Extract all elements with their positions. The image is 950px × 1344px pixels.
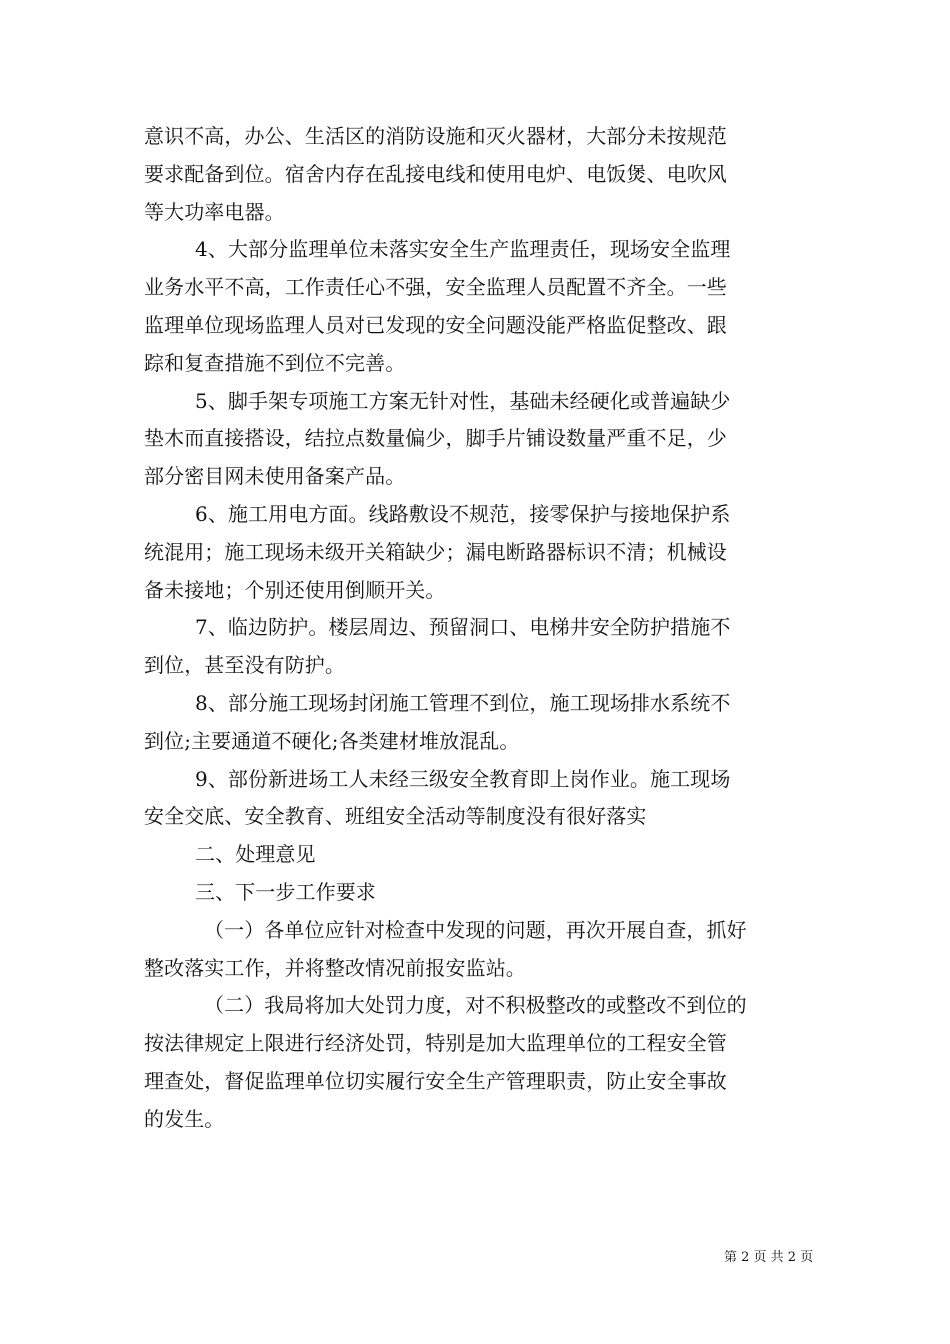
page-number-footer: 第 2 页 共 2 页: [724, 1250, 814, 1265]
section-heading-3: 三、下一步工作要求: [195, 879, 376, 904]
body-line: 要求配备到位。宿舍内存在乱接电线和使用电炉、电饭煲、电吹风: [144, 161, 727, 186]
body-line: 按法律规定上限进行经济处罚，特别是加大监理单位的工程安全管: [144, 1031, 727, 1056]
item-8-line: 8、部分施工现场封闭施工管理不到位，施工现场排水系统不: [195, 690, 731, 715]
body-line: 意识不高，办公、生活区的消防设施和灭火器材，大部分未按规范: [144, 124, 727, 148]
body-line: 的发生。: [144, 1106, 225, 1131]
body-line: 等大功率电器。: [144, 199, 285, 224]
item-6-line: 6、施工用电方面。线路敷设不规范，接零保护与接地保护系: [195, 501, 731, 526]
item-7-line: 7、临边防护。楼层周边、预留洞口、电梯井安全防护措施不: [195, 615, 731, 640]
body-line: 业务水平不高，工作责任心不强，安全监理人员配置不齐全。一些: [144, 275, 727, 300]
body-line: 统混用；施工现场未级开关箱缺少；漏电断路器标识不清；机械设: [144, 539, 727, 564]
body-line: 到位，甚至没有防护。: [144, 653, 345, 678]
body-line: 部分密目网未使用备案产品。: [144, 464, 406, 489]
body-line: 监理单位现场监理人员对已发现的安全问题没能严格监促整改、跟: [144, 312, 727, 337]
body-line: 理查处，督促监理单位切实履行安全生产管理职责，防止安全事故: [144, 1068, 727, 1093]
item-4-line: 4、大部分监理单位未落实安全生产监理责任，现场安全监理: [195, 237, 731, 262]
body-line: 垫木而直接搭设，结拉点数量偏少，脚手片铺设数量严重不足，少: [144, 426, 727, 451]
item-5-line: 5、脚手架专项施工方案无针对性，基础未经硬化或普遍缺少: [195, 388, 731, 413]
document-body: [144, 118, 809, 1139]
body-line: 整改落实工作，并将整改情况前报安监站。: [144, 955, 526, 980]
body-line: 到位;主要通道不硬化;各类建材堆放混乱。: [144, 728, 520, 753]
section-heading-2: 二、处理意见: [195, 842, 316, 867]
requirement-2-line: （二）我局将加大处罚力度，对不积极整改的或整改不到位的: [204, 993, 747, 1018]
requirement-1-line: （一）各单位应针对检查中发现的问题，再次开展自查，抓好: [204, 917, 747, 942]
body-line: 安全交底、安全教育、班组安全活动等制度没有很好落实: [144, 804, 647, 829]
item-9-line: 9、部份新进场工人未经三级安全教育即上岗作业。施工现场: [195, 766, 731, 791]
body-line: 备未接地；个别还使用倒顺开关。: [144, 577, 446, 602]
body-line: 踪和复查措施不到位不完善。: [144, 350, 406, 375]
